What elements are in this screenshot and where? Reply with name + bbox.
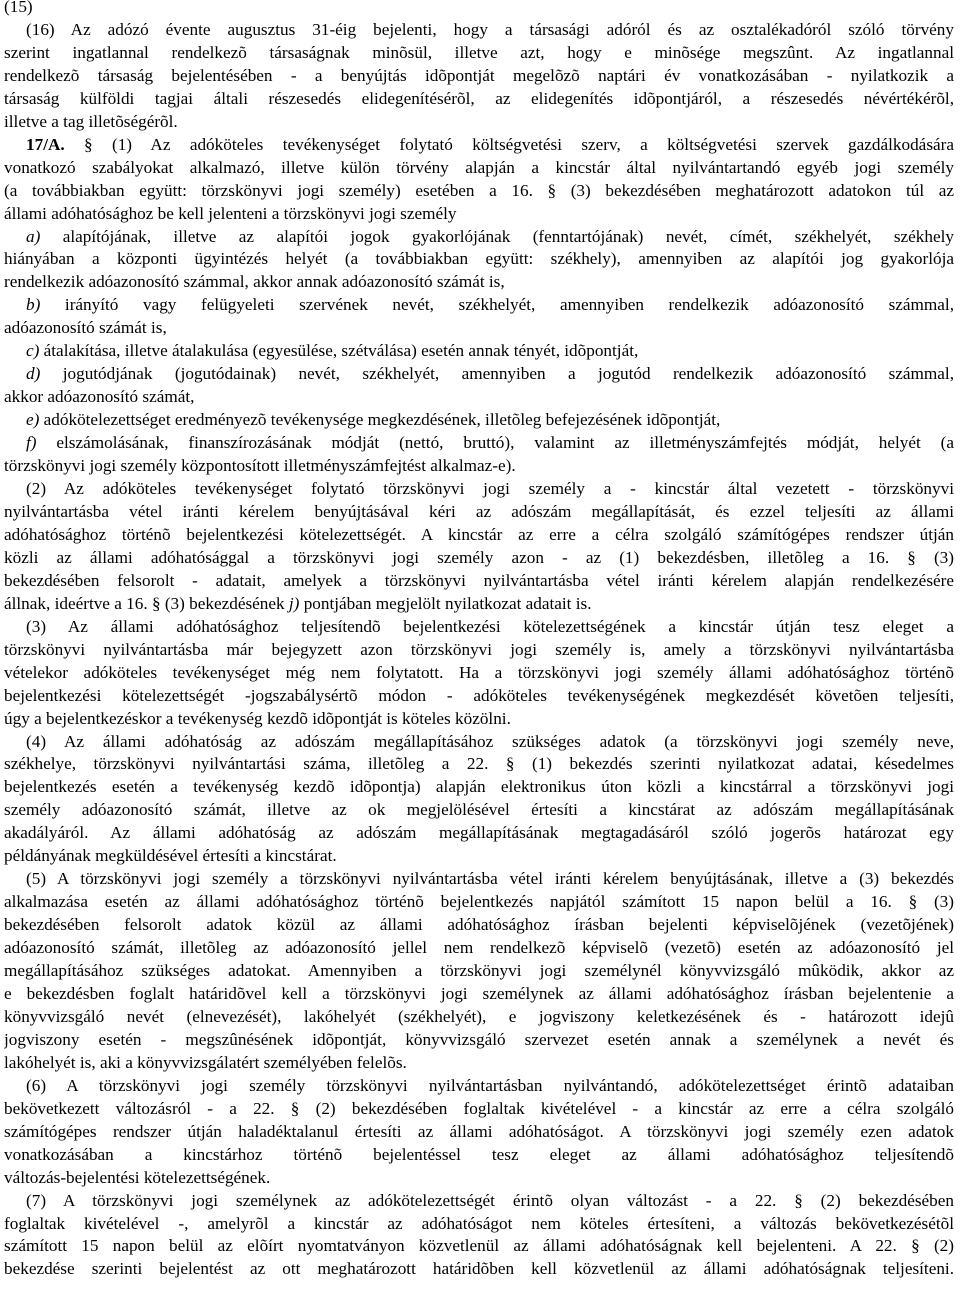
text-segment: társaság külföldi tagjai általi részesedés elidegenítésérõl, az elidegenítés idõpontjáról, a részesedés névértékérõl, (4, 88, 954, 108)
text-line (4, 1190, 954, 1213)
text-segment: adóhatósághoz történõ bejelentkezési kötelezettségét. A kincstár az erre a célra szolgáló számítógépes rendszer útján (4, 524, 954, 544)
text-line (4, 386, 954, 409)
text-line (4, 1029, 954, 1052)
text-line (4, 868, 954, 891)
text-segment: (15) (4, 0, 33, 16)
text-line (4, 88, 954, 111)
text-line (4, 937, 954, 960)
list-marker: d) (26, 364, 41, 384)
text-segment: (16) Az adózó évente augusztus 31-éig bejelenti, hogy a társasági adóról és az osztalékadóról szóló törvény (26, 19, 954, 39)
list-marker: c) (26, 341, 40, 361)
text-line (4, 180, 954, 203)
text-line (4, 1258, 954, 1281)
text-segment: úgy a bejelentkezéskor a tevékenység kezdõ idõpontját is köteles közölni. (4, 708, 511, 728)
text-line (4, 662, 954, 685)
text-line (4, 65, 954, 88)
text-line (4, 294, 954, 317)
text-segment: szerint ingatlannal rendelkezõ társaságnak minõsül, illetve azt, hogy e minõsége megszûnt. Az ingatlannal (4, 42, 954, 62)
text-segment: (3) Az állami adóhatósághoz teljesítendõ bejelentkezési kötelezettségének a kincstár útján tesz eleget a (26, 616, 954, 636)
text-line (4, 1052, 954, 1075)
text-line (4, 799, 954, 822)
text-line (4, 317, 954, 340)
text-segment: jogviszony esetén - megszûnésének idõpontját, könyvvizsgáló szervezet esetén annak a személynek a nevét és (4, 1029, 954, 1049)
text-segment: (2) Az adóköteles tevékenységet folytató törzskönyvi jogi személy a - kincstár által vezetett - törzskönyvi (26, 479, 954, 499)
text-line (4, 1167, 954, 1190)
text-line (4, 1235, 954, 1258)
list-marker: e) (26, 410, 40, 430)
text-segment: vonatkozásában a kincstárhoz történõ bejelentéssel tesz eleget az állami adóhatósághoz teljesítendõ (4, 1144, 954, 1164)
text-line (4, 753, 954, 776)
text-segment: (5) A törzskönyvi jogi személy a törzskönyvi nyilvántartásba vétel iránti kérelem benyújtásának, illetve a (3) bekezdés (26, 869, 954, 889)
text-segment: bekövetkezett változásról - a 22. § (2) bekezdésében foglaltak kivételével - a kincstár az erre a célra szolgáló (4, 1098, 954, 1118)
text-segment: alapítójának, illetve az alapítói jogok gyakorlójának (fenntartójának) nevét, címét, székhelyét, székhely (40, 226, 954, 246)
text-segment: adóazonosító számát, illetõleg az adóazonosító jellel nem rendelkezõ képviselõ (vezetõ) esetén az adóazonosító jel (4, 938, 954, 958)
text-segment: foglaltak kivételével -, amelyrõl a kincstár az adóhatóságot nem köteles értesíteni, a változás bekövetkezésétõl (4, 1213, 954, 1233)
text-line (4, 1075, 954, 1098)
text-segment: átalakítása, illetve átalakulása (egyesülése, szétválása) esetén annak tényét, idõpontját, (39, 341, 639, 361)
text-line (4, 478, 954, 501)
text-line (4, 432, 954, 455)
text-segment: (7) A törzskönyvi jogi személynek az adókötelezettségét érintõ olyan változást - a 22. § (2) bekezdésében (26, 1190, 954, 1210)
text-segment: személy adóazonosító számát, illetve az ok megjelölésével értesíti a kincstárat az adószám megállapításának (4, 800, 954, 820)
text-segment: törzskönyvi nyilvántartásba már bejegyzett azon törzskönyvi jogi személy is, amely a törzskönyvi nyilvántartásba (4, 639, 954, 659)
text-segment: megállapításához szükséges adatokat. Amennyiben a törzskönyvi jogi személynél könyvvizsgáló mûködik, akkor az (4, 961, 954, 981)
text-line (4, 685, 954, 708)
document-body (4, 0, 954, 1281)
text-segment: számított 15 napon belül az elõírt nyomtatványon közvetlenül az állami adóhatóságnak kell bejelenteni. A 22. § (2) (4, 1236, 954, 1256)
text-segment: § (1) Az adóköteles tevékenységet folytató költségvetési szerv, a költségvetési szervek gazdálkodására (64, 134, 954, 154)
text-segment: példányának megküldésével értesíti a kincstárat. (4, 846, 337, 866)
text-line (4, 570, 954, 593)
text-line (4, 248, 954, 271)
section-number: 17/A. (26, 134, 65, 154)
text-segment: bekezdése szerinti bejelentést az ott meghatározott határidõben kell közvetlenül az állami adóhatóságnak teljesíteni. (4, 1259, 954, 1279)
text-line (4, 340, 954, 363)
list-marker: f) (26, 433, 37, 453)
text-segment: elszámolásának, finanszírozásának módját (nettó, bruttó), valamint az illetményszámfejtés módját, helyét (a (36, 433, 954, 453)
text-segment: vételekor adóköteles tevékenységet még nem folytatott. Ha a törzskönyvi jogi személy állami adóhatósághoz történõ (4, 662, 954, 682)
text-segment: közli az állami adóhatósággal a törzskönyvi jogi személy azon - az (1) bekezdésben, illetõleg a 16. § (3) (4, 547, 954, 567)
text-line (4, 455, 954, 478)
text-line (4, 639, 954, 662)
text-segment: bejelentkezés esetén a tevékenység kezdõ idõpontja) alapján elektronikus úton közli a kincstárral a törzskönyvi jogi (4, 777, 954, 797)
text-line (4, 1006, 954, 1029)
text-line (4, 111, 954, 134)
text-segment: akadályáról. Az állami adóhatóság az adószám megállapításának megtagadásáról szóló jogerõs határozat egy (4, 823, 954, 843)
text-line (4, 776, 954, 799)
text-line (4, 845, 954, 868)
text-line (4, 271, 954, 294)
text-line (4, 983, 954, 1006)
text-segment: bekezdésében felsorolt - adatait, amelyek a törzskönyvi nyilvántartásba vétel iránti kérelem alapján rendelkezésére (4, 570, 954, 590)
text-line (4, 914, 954, 937)
text-segment: (a továbbiakban együtt: törzskönyvi jogi személy) esetében a 16. § (3) bekezdésében meghatározott adatokon túl az (4, 180, 954, 200)
text-segment: törzskönyvi jogi személy központosított illetményszámfejtést alkalmaz-e). (4, 456, 516, 476)
text-segment: jogutódjának (jogutódainak) nevét, székhelyét, amennyiben a jogutód rendelkezik adóazonosító számmal, (40, 364, 954, 384)
list-marker: a) (26, 226, 41, 246)
text-line (4, 1213, 954, 1236)
text-line (4, 134, 954, 157)
text-line (4, 157, 954, 180)
text-segment: székhelye, törzskönyvi nyilvántartási száma, illetõleg a 22. § (1) bekezdés szerinti nyilatkozat adatai, késedelmes (4, 754, 954, 774)
text-line (4, 19, 954, 42)
text-segment: lakóhelyét is, aki a könyvvizsgálatért személyében felelõs. (4, 1052, 407, 1072)
text-line (4, 1144, 954, 1167)
text-line (4, 42, 954, 65)
text-segment: rendelkezik adóazonosító számmal, akkor annak adóazonosító számát is, (4, 272, 505, 292)
text-segment: irányító vagy felügyeleti szervének nevét, székhelyét, amennyiben rendelkezik adóazonosító számmal, (40, 295, 954, 315)
text-segment: bekezdésében felsorolt adatok közül az állami adóhatósághoz írásban bejelenti képviselõjének (vezetõjének) (4, 915, 954, 935)
text-segment: vonatkozó szabályokat alkalmazó, illetve külön törvény alapján a kincstár által nyilvántartandó egyéb jogi személy (4, 157, 954, 177)
text-line (4, 731, 954, 754)
text-segment: nyilvántartásba vétel iránti kérelem benyújtásával kéri az adószám megállapítását, és ezzel teljesíti az állami (4, 501, 954, 521)
text-line (4, 891, 954, 914)
text-segment: állami adóhatósághoz be kell jelenteni a törzskönyvi jogi személy (4, 203, 457, 223)
text-segment: pontjában megjelölt nyilatkozat adatait is. (299, 593, 592, 613)
text-segment: állnak, ideértve a 16. § (3) bekezdésének (4, 593, 289, 613)
list-marker: j) (288, 593, 300, 613)
text-line (4, 708, 954, 731)
text-segment: könyvvizsgáló nevét (elnevezését), lakóhelyét (székhelyét), e jogviszony keletkezésének és - határozott idejû (4, 1006, 954, 1026)
text-segment: (6) A törzskönyvi jogi személy törzskönyvi nyilvántartásban nyilvántandó, adókötelezettséget érintõ adataiban (26, 1075, 954, 1095)
text-line (4, 501, 954, 524)
text-segment: (4) Az állami adóhatóság az adószám megállapításához szükséges adatok (a törzskönyvi jogi személy neve, (26, 731, 954, 751)
text-line (4, 409, 954, 432)
text-line (4, 616, 954, 639)
text-segment: bejelentkezési kötelezettségét -jogszabálysértõ módon - adóköteles tevékenységének megkezdését követõen teljesíti, (4, 685, 954, 705)
text-segment: adókötelezettséget eredményezõ tevékenysége megkezdésének, illetõleg befejezésének idõpontját, (39, 410, 721, 430)
text-line (4, 593, 954, 616)
text-line (4, 203, 954, 226)
text-line (4, 226, 954, 249)
text-line (4, 960, 954, 983)
text-line (4, 822, 954, 845)
list-marker: b) (26, 295, 41, 315)
text-segment: változás-bejelentési kötelezettségének. (4, 1167, 271, 1187)
text-segment: alkalmazása esetén az állami adóhatósághoz történõ bejelentkezés napjától számított 15 napon belül a 16. § (3) (4, 892, 954, 912)
text-line (4, 363, 954, 386)
text-line (4, 0, 954, 19)
text-line (4, 524, 954, 547)
text-line (4, 1098, 954, 1121)
text-segment: illetve a tag illetõségérõl. (4, 111, 178, 131)
text-segment: e bekezdésben foglalt határidõvel kell a törzskönyvi jogi személynek az állami adóhatósághoz írásban bejelentenie a (4, 983, 954, 1003)
text-segment: számítógépes rendszer útján haladéktalanul értesíti az állami adóhatóságot. A törzskönyvi jogi személy ezen adatok (4, 1121, 954, 1141)
text-line (4, 547, 954, 570)
text-segment: rendelkezõ társaság bejelentésében - a benyújtás idõpontját megelõzõ naptári év vonatkozásában - nyilatkozik a (4, 65, 954, 85)
text-segment: akkor adóazonosító számát, (4, 387, 195, 407)
text-line (4, 1121, 954, 1144)
text-segment: hiányában a központi ügyintézés helyét (a továbbiakban együtt: székhely), amennyiben az alapítói jog gyakorlója (4, 249, 954, 269)
text-segment: adóazonosító számát is, (4, 318, 167, 338)
